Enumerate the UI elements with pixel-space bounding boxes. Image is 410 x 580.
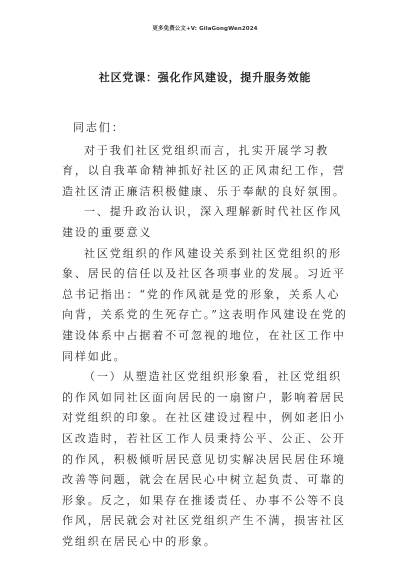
paragraph-2: （一）从塑造社区党组织形象看，社区党组织的作风如同社区面向居民的一扇窗户，影响着居民对党组织的印象。在社区建设过程中，例如老旧小区改造时，若社区工作人员秉持公平、公正、公开的作风，积极倾听居民意见切实解决居民居住环境改善等问题，就会在居民心中树立起负责、可靠的形象。反之，如果存在推诿责任、办事不公等不良作风，居民就会对社区党组织产生不满，损害社区党组织在居民心中的形象。 xyxy=(62,370,346,548)
section-heading-1: 一、提升政治认识，深入理解新时代社区作风建设的重要意义 xyxy=(62,205,342,239)
document-title: 社区党课：强化作风建设，提升服务效能 xyxy=(98,71,312,84)
salutation: 同志们： xyxy=(73,121,125,134)
paragraph-intro: 对于我们社区党组织而言，扎实开展学习教育，以自我革命精神抓好社区的正风肃纪工作，营造社区清正廉洁积极健康、乐于奉献的良好氛围。 xyxy=(62,143,346,198)
document-body xyxy=(62,118,350,552)
header-note: 更多免费公文+V: GilaGongWen2024 xyxy=(152,26,258,32)
paragraph-1: 社区党组织的作风建设关系到社区党组织的形象、居民的信任以及社区各项事业的发展。习近平总书记指出：“党的作风就是党的形象，关系人心向背，关系党的生死存亡。”这表明作风建设在党的建设体系中占据着不可忽视的地位，在社区工作中同样如此。 xyxy=(62,246,348,363)
